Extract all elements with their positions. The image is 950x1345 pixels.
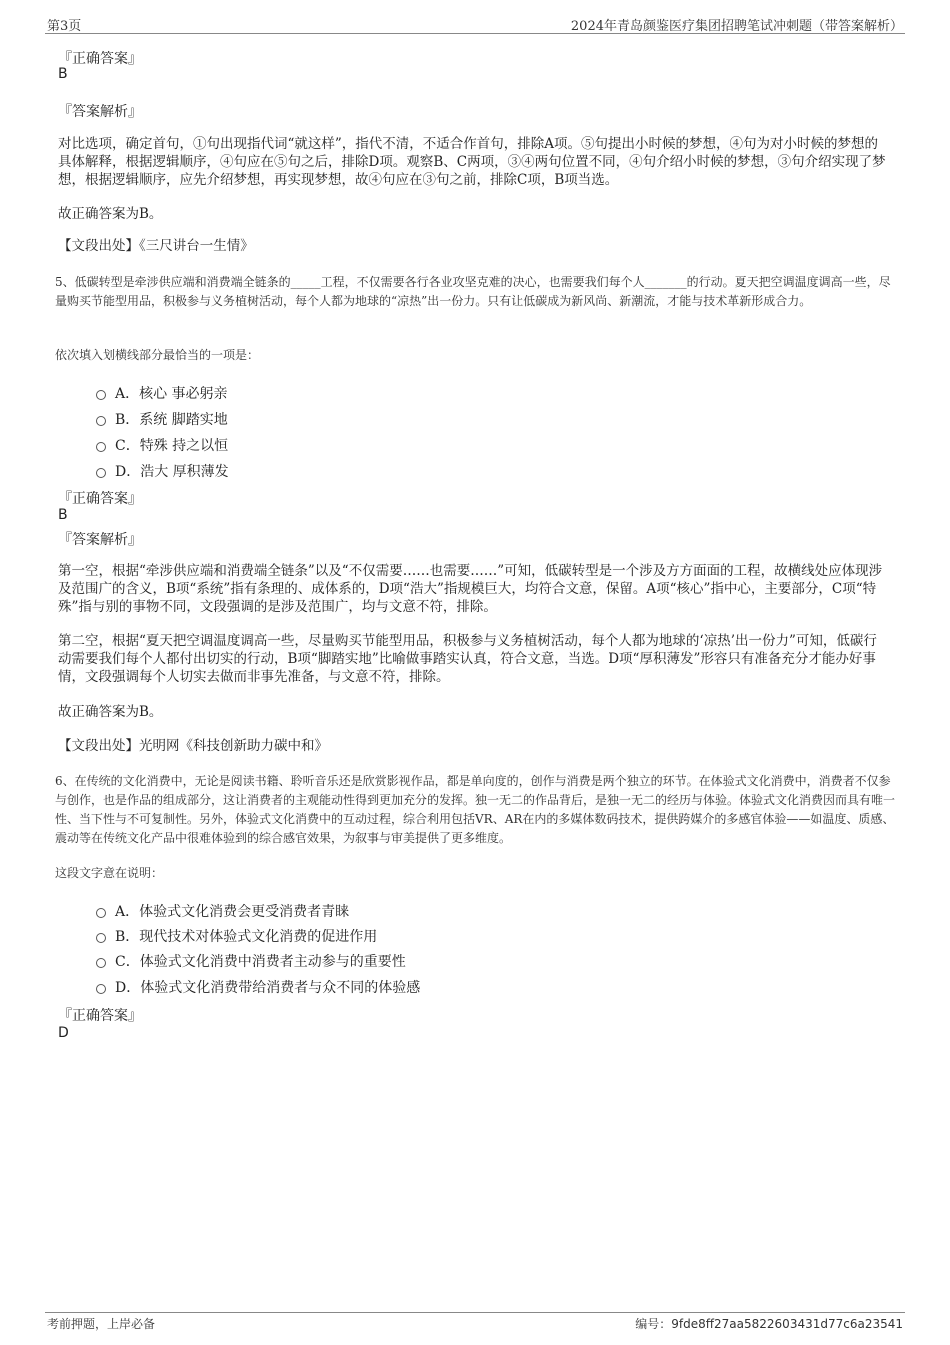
q4-answer: B (58, 66, 68, 82)
option-label: C．体验式文化消费中消费者主动参与的重要性 (115, 954, 406, 970)
radio-icon[interactable] (96, 984, 106, 994)
footer-slogan: 考前押题，上岸必备 (47, 1317, 156, 1331)
q5-analysis-1: 第一空，根据“牵涉供应端和消费端全链条”以及“不仅需要……也需要……”可知，低碳转型是一个涉及方方面面的工程，故横线处应体现涉及范围广的含义，B项“系统”指有条理的、成体系的，D项“浩大”指规模巨大，均符合文意，保留。A项“核心”指中心，主要部分，C项“特殊”指与别的事物不同，文段强调的是涉及范围广，均与文意不符，排除。 (58, 563, 883, 615)
radio-icon[interactable] (96, 442, 106, 452)
q6-stem: 6、在传统的文化消费中，无论是阅读书籍、聆听音乐还是欣赏影视作品，都是单向度的，创作与消费是两个独立的环节。在体验式文化消费中，消费者不仅参与创作，也是作品的组成部分，这让消费者的主观能动性得到更加充分的发挥。独一无二的作品背后，是独一无二的经历与体验。体验式文化消费因而具有唯一性、当下性与不可复制性。另外，体验式文化消费中的互动过程，综合利用包括VR、AR在内的多媒体数码技术，提供跨媒介的多感官体验——如温度、质感、震动等在传统文化产品中很难体验到的综合感官效果，为叙事与审美提供了更多维度。 (55, 774, 896, 845)
page-header (45, 15, 905, 34)
option-label: C．特殊 持之以恒 (115, 438, 229, 454)
document-code: 编号：9fde8ff27aa5822603431d77c6a23541 (635, 1317, 903, 1331)
page-footer (45, 1312, 905, 1331)
radio-icon[interactable] (96, 908, 106, 918)
q5-option-a[interactable] (96, 383, 228, 403)
q6-answer: D (58, 1025, 69, 1041)
q6-option-c[interactable] (96, 951, 406, 971)
q6-option-b[interactable] (96, 926, 377, 946)
q6-option-d[interactable] (96, 977, 420, 997)
radio-icon[interactable] (96, 958, 106, 968)
q4-answer-label: 『正确答案』 (58, 51, 142, 67)
option-label: B．系统 脚踏实地 (115, 412, 228, 428)
q6-prompt: 这段文字意在说明： (55, 866, 164, 880)
q5-analysis-label: 『答案解析』 (58, 532, 142, 548)
q5-conclusion: 故正确答案为B。 (58, 704, 163, 720)
option-label: A．体验式文化消费会更受消费者青睐 (115, 904, 350, 920)
q6-answer-label: 『正确答案』 (58, 1008, 142, 1024)
q5-answer: B (58, 507, 68, 523)
q5-analysis-2: 第二空，根据“夏天把空调温度调高一些，尽量购买节能型用品，积极参与义务植树活动，每个人都为地球的‘凉热’出一份力”可知，低碳行动需要我们每个人都付出切实的行动，B项“脚踏实地”比喻做事踏实认真，符合文意，当选。D项“厚积薄发”形容只有准备充分才能办好事情，文段强调每个人切实去做而非事先准备，与文意不符，排除。 (58, 633, 877, 685)
radio-icon[interactable] (96, 933, 106, 943)
q4-conclusion: 故正确答案为B。 (58, 206, 163, 222)
q5-stem: 5、低碳转型是牵涉供应端和消费端全链条的_____工程，不仅需要各行各业攻坚克难的决心，也需要我们每个人_______的行动。夏天把空调温度调高一些，尽量购买节能型用品，积极参与义务植树活动，每个人都为地球的“凉热”出一份力。只有让低碳成为新风尚、新潮流，才能与技术革新形成合力。 (55, 275, 891, 308)
q5-option-d[interactable] (96, 461, 229, 481)
q4-source: 【文段出处】《三尺讲台一生情》 (58, 238, 254, 254)
option-label: D．体验式文化消费带给消费者与众不同的体验感 (115, 980, 421, 996)
radio-icon[interactable] (96, 468, 106, 478)
option-label: A．核心 事必躬亲 (115, 386, 228, 402)
q5-option-b[interactable] (96, 409, 228, 429)
q4-analysis: 对比选项，确定首句，①句出现指代词“就这样”，指代不清，不适合作首句，排除A项。⑤句提出小时候的梦想，④句为对小时候的梦想的具体解释，根据逻辑顺序，④句应在⑤句之后，排除D项。观察B、C两项，③④两句位置不同，④句介绍小时候的梦想，③句介绍实现了梦想，根据逻辑顺序，应先介绍梦想，再实现梦想，故④句应在③句之前，排除C项，B项当选。 (58, 136, 886, 188)
q5-prompt: 依次填入划横线部分最恰当的一项是： (55, 348, 260, 362)
option-label: B．现代技术对体验式文化消费的促进作用 (115, 929, 378, 945)
q5-source: 【文段出处】光明网《科技创新助力碳中和》 (58, 738, 328, 754)
document-title: 2024年青岛颜鉴医疗集团招聘笔试冲刺题（带答案解析） (570, 19, 903, 34)
q5-answer-label: 『正确答案』 (58, 491, 142, 507)
q5-option-c[interactable] (96, 435, 228, 455)
page-number: 第3页 (47, 19, 82, 34)
option-label: D．浩大 厚积薄发 (115, 464, 229, 480)
q4-analysis-label: 『答案解析』 (58, 104, 142, 120)
radio-icon[interactable] (96, 390, 106, 400)
q6-option-a[interactable] (96, 901, 349, 921)
radio-icon[interactable] (96, 416, 106, 426)
